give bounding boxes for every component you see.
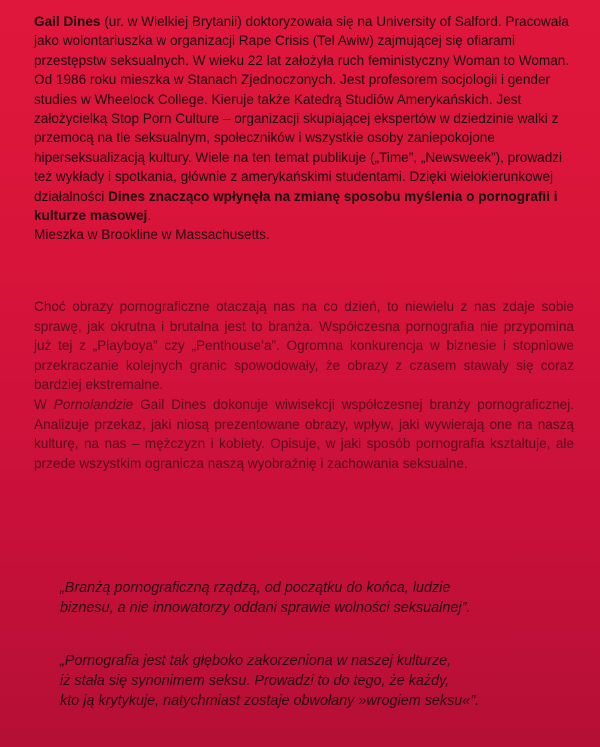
quote-2-line-1: „Pornografia jest tak głęboko zakorzeniona w naszej kulturze, [60,653,452,669]
bio-paragraph-1 [34,12,574,70]
bio-paragraph-2 [34,70,574,225]
description-paragraph-1: Choć obrazy pornograficzne otaczają nas na co dzień, to niewielu z nas zdaje sobie sprawę, jak okrutna i brutalna jest to branża. Współczesna pornografia nie przypomina już tej z „Playboya” czy „Penthouse’a”. Ogromna konkurencja w biznesie i stopniowe przekraczanie kolejnych granic spowodowały, że obrazy z czasem stawały się coraz bardziej ekstremalne. [34,299,574,393]
book-title: Pornolandzie [53,396,134,412]
quote-1-line-1: „Branżą pornograficzną rządzą, od początku do końca, ludzie [60,580,451,596]
bio-intro-text: (ur. w Wielkiej Brytanii) doktoryzowała się na University of Salford. Pracowała jako wolontariuszka w organizacji Rape Crisis (Tel Awiw) zajmującej się ofiarami przestępstw seksualnych. W wieku 22 lat założyła ruch feministyczny Woman to Woman. [34,14,570,68]
description-text-b: Gail Dines dokonuje wiwisekcji współczesnej branży pornograficznej. Analizuje przekaz, jaki niosą prezentowane obrazy, wpływ, jaki wywierają one na naszą kulturę, na nas – mężczyzn i kobiety. Opisuje, w jaki sposób pornografia kształtuje, ale przede wszystkim ogranicza naszą wyobraźnię i zachowania seksualne. [34,396,574,471]
bio-paragraph-3: Mieszka w Brookline w Massachusetts. [34,227,270,243]
quote-2-line-3: kto ją krytykuje, natychmiast zostaje obwołany »wrogiem seksu«”. [60,693,480,709]
bio-highlight-text: Dines znacząco wpłynęła na zmianę sposobu myślenia o pornografii i kulturze masowej [34,188,558,224]
author-bio [34,12,574,245]
description-paragraph-2 [34,395,574,473]
bio-career-text: Od 1986 roku mieszka w Stanach Zjednoczonych. Jest profesorem socjologii i gender studies w Wheelock College. Kieruje także Katedrą Studiów Amerykańskich. Jest założycielką Stop Porn Culture – organizacji skupiającej ekspertów w dziedzinie walki z przemocą na tle seksualnym, społeczników i wszystkie osoby zaniepokojone hiperseksualizacją kultury. Wiele na ten temat publikuje („Time”, „Newsweek”), prowadzi też wykłady i spotkania, głównie z amerykańskimi studentami. Dzięki wielokierunkowej działalności [34,72,563,204]
book-description [34,297,574,473]
author-name: Gail Dines [34,14,101,29]
quote-1-line-2: biznesu, a nie innowatorzy oddani sprawie wolności seksualnej”. [60,600,471,616]
description-text-a: W [34,396,54,412]
quote-2 [60,651,580,711]
bio-career-end: . [147,208,152,224]
quote-1 [60,578,580,618]
quote-2-line-2: iż stała się synonimem seksu. Prowadzi to do tego, że każdy, [60,673,450,689]
